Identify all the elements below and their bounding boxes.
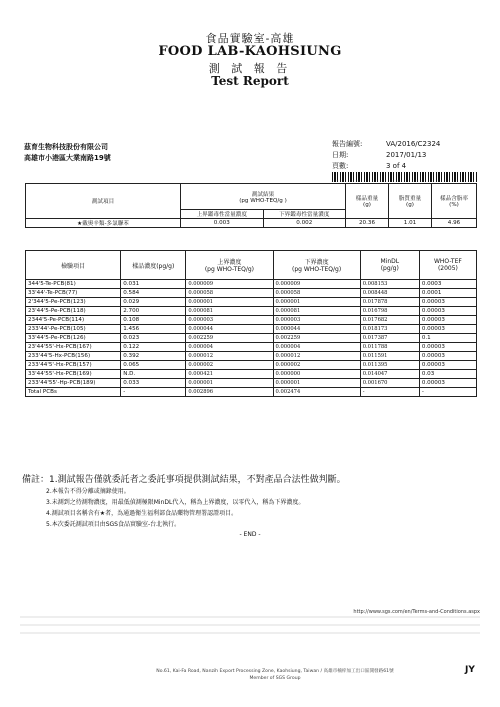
table-cell: -: [121, 388, 186, 397]
sample-weight-header: [346, 184, 389, 219]
table-row: [26, 316, 477, 325]
report-title-chinese: 測 試 報 告: [208, 62, 292, 75]
table-cell: 0.392: [121, 352, 186, 361]
summary-fat-content: 4.96: [432, 219, 477, 228]
fat-weight-header: [389, 184, 432, 219]
table-cell: N.D.: [121, 370, 186, 379]
table-cell: 233'44'5'-Hx-PCB(157): [26, 361, 121, 370]
table-cell: 0.000012: [273, 352, 360, 361]
note-2: 2.本報告不得分離或摘錄使用。: [46, 488, 130, 495]
table-row: [26, 361, 477, 370]
report-no: VA/2016/C2324: [386, 140, 441, 148]
table-cell: 0.1: [419, 334, 476, 343]
result-header-unit: (pg WHO-TEQ/g ): [239, 197, 287, 204]
table-cell: 0.000058: [186, 289, 273, 298]
table-cell: 0.008153: [360, 280, 419, 289]
detail-header-row: [26, 251, 477, 280]
table-cell: 0.00003: [419, 316, 476, 325]
report-meta: [332, 139, 440, 172]
table-cell: 233'44'55'-Hp-PCB(189): [26, 379, 121, 388]
summary-item-header: 測試項目: [26, 184, 181, 219]
table-cell: 344'5-Te-PCB(81): [26, 280, 121, 289]
table-cell: -: [419, 388, 476, 397]
summary-table: [25, 183, 477, 228]
table-row: [26, 343, 477, 352]
table-cell: 0.00003: [419, 343, 476, 352]
table-cell: 0.016798: [360, 307, 419, 316]
report-no-label: 報告編號:: [332, 140, 363, 148]
table-cell: 0.014047: [360, 370, 419, 379]
table-cell: 0.011395: [360, 361, 419, 370]
fat-content-unit: (%): [449, 202, 459, 208]
footer-address: No.61, Kai-Fa Road, Nanzih Export Processing Zone, Kaohsiung, Taiwan / 高雄市楠梓加工出口區開發路61號: [156, 669, 394, 674]
table-cell: 0.001670: [360, 379, 419, 388]
table-cell: 1.456: [121, 325, 186, 334]
table-cell: 0.000001: [273, 298, 360, 307]
detail-header-3: 下界濃度 (pg WHO-TEQ/g): [273, 251, 360, 280]
table-cell: 0.000081: [186, 307, 273, 316]
table-cell: 0.108: [121, 316, 186, 325]
summary-fat-weight: 1.01: [389, 219, 432, 228]
summary-sample-weight: 20.36: [346, 219, 389, 228]
table-cell: 0.000001: [186, 298, 273, 307]
table-cell: 0.000009: [273, 280, 360, 289]
table-cell: 0.008448: [360, 289, 419, 298]
detail-header-0: 檢驗項目: [26, 251, 121, 280]
table-cell: 0.002896: [186, 388, 273, 397]
terms-block: [20, 608, 480, 640]
terms-fine-print: [20, 616, 480, 640]
table-cell: 0.002259: [186, 334, 273, 343]
table-cell: 33'44'55'-Hx-PCB(169): [26, 370, 121, 379]
page-label: 頁數:: [332, 162, 349, 170]
table-cell: 0.00003: [419, 298, 476, 307]
note-1: 備註：1.測試報告僅就委託者之委託事項提供測試結果，不對產品合法性做判斷。: [22, 475, 346, 485]
table-cell: 0.017387: [360, 334, 419, 343]
sample-weight-label: 樣品重量: [355, 196, 379, 202]
note-4: 4.測試項目名稱含有★者，為通過衛生福利部食品藥物管理署認證項目。: [46, 510, 238, 517]
lower-bound-header: 下界鑑毒性當量濃度: [263, 210, 346, 219]
summary-item: ★戴奧辛類-多氯聯苯: [26, 219, 181, 228]
table-cell: 0.000044: [186, 325, 273, 334]
table-cell: 0.0003: [419, 280, 476, 289]
table-cell: 0.023: [121, 334, 186, 343]
report-title-english: Test Report: [211, 74, 289, 88]
table-row: [26, 370, 477, 379]
lab-name-english: FOOD LAB-KAOHSIUNG: [158, 44, 342, 59]
fat-content-label: 樣品含脂率: [440, 196, 468, 202]
table-cell: 0.000081: [273, 307, 360, 316]
signature-initials: JY: [465, 665, 475, 675]
table-row: [26, 334, 477, 343]
table-cell: 0.065: [121, 361, 186, 370]
table-cell: 233'44'5-Hx-PCB(156): [26, 352, 121, 361]
table-cell: 0.029: [121, 298, 186, 307]
summary-result-header: [181, 184, 346, 210]
table-row: [26, 298, 477, 307]
report-date: 2017/01/13: [386, 151, 427, 159]
table-cell: 0.00003: [419, 361, 476, 370]
table-cell: 0.018173: [360, 325, 419, 334]
date-label: 日期:: [332, 151, 349, 159]
table-cell: 0.00003: [419, 379, 476, 388]
table-cell: 0.000002: [273, 361, 360, 370]
table-row: [26, 289, 477, 298]
table-cell: 0.122: [121, 343, 186, 352]
table-row: [26, 352, 477, 361]
table-cell: 0.00003: [419, 307, 476, 316]
table-cell: 0.000012: [186, 352, 273, 361]
table-cell: 0.03: [419, 370, 476, 379]
table-cell: 0.000003: [186, 316, 273, 325]
client-block: [24, 142, 111, 164]
detail-header-5: WHO-TEF (2005): [419, 251, 476, 280]
table-cell: 0.002474: [273, 388, 360, 397]
fat-content-header: [432, 184, 477, 219]
upper-bound-header: 上界鑑毒性當量濃度: [181, 210, 264, 219]
table-cell: 23'44'5-Pe-PCB(118): [26, 307, 121, 316]
fat-weight-label: 脂質重量: [398, 196, 422, 202]
footer: [150, 668, 400, 682]
fat-weight-unit: (g): [406, 202, 414, 208]
client-name: 茲育生物科技股份有限公司: [24, 143, 108, 151]
table-cell: 0.00003: [419, 352, 476, 361]
table-cell: 233'44'-Pe-PCB(105): [26, 325, 121, 334]
summary-upper: 0.003: [181, 219, 264, 228]
footer-member: Member of SGS Group: [249, 676, 301, 681]
detail-header-4: MinDL (pg/g): [360, 251, 419, 280]
summary-lower: 0.002: [263, 219, 346, 228]
table-cell: 33'44'5-Pe-PCB(126): [26, 334, 121, 343]
table-cell: 0.011591: [360, 352, 419, 361]
table-cell: 0.584: [121, 289, 186, 298]
table-cell: 0.000058: [273, 289, 360, 298]
page-count: 3 of 4: [386, 162, 407, 170]
table-row: [26, 379, 477, 388]
table-cell: 0.017878: [360, 298, 419, 307]
notes-block: [22, 475, 346, 530]
table-cell: Total PCBs: [26, 388, 121, 397]
table-cell: 0.011788: [360, 343, 419, 352]
client-address: 高雄市小港區大業南路19號: [24, 154, 111, 162]
table-cell: 0.017682: [360, 316, 419, 325]
table-cell: 0.000421: [186, 370, 273, 379]
note-5: 5.本次委託測試項目由SGS食品實驗室-台北執行。: [46, 521, 181, 528]
table-cell: 0.000002: [186, 361, 273, 370]
detail-header-1: 樣品濃度(pg/g): [121, 251, 186, 280]
table-cell: 0.000004: [273, 343, 360, 352]
table-cell: -: [360, 388, 419, 397]
result-header-label: 測試結果: [251, 191, 275, 198]
table-cell: 0.000001: [273, 379, 360, 388]
table-cell: 0.000003: [273, 316, 360, 325]
table-row: [26, 280, 477, 289]
table-row: [26, 307, 477, 316]
table-row: [26, 388, 477, 397]
table-cell: 0.000004: [186, 343, 273, 352]
pcb-detail-table: [25, 250, 477, 397]
table-row: [26, 325, 477, 334]
end-mark: - END -: [239, 531, 261, 538]
table-cell: 2'344'5-Pe-PCB(123): [26, 298, 121, 307]
table-cell: 0.031: [121, 280, 186, 289]
table-cell: 0.033: [121, 379, 186, 388]
note-3: 3.未測到之待測物濃度，用最低偵測極限MinDL代入，稱為上界濃度，以零代入，稱為下界濃度。: [46, 499, 305, 506]
table-cell: 0.0001: [419, 289, 476, 298]
table-cell: 0.000001: [186, 379, 273, 388]
table-cell: 0.00003: [419, 325, 476, 334]
lab-name-chinese: 食品實驗室-高雄: [205, 32, 295, 45]
table-cell: 2344'5-Pe-PCB(114): [26, 316, 121, 325]
table-cell: 0.000000: [273, 370, 360, 379]
terms-link[interactable]: http://www.sgs.com/en/Terms-and-Conditions.aspx: [353, 609, 480, 615]
sample-weight-unit: (g): [363, 202, 371, 208]
table-cell: 2.700: [121, 307, 186, 316]
barcode: [332, 172, 478, 182]
detail-header-2: 上界濃度 (pg WHO-TEQ/g): [186, 251, 273, 280]
table-cell: 0.000009: [186, 280, 273, 289]
table-cell: 33'44'-Te-PCB(77): [26, 289, 121, 298]
table-cell: 0.002259: [273, 334, 360, 343]
table-cell: 0.000044: [273, 325, 360, 334]
table-cell: 23'44'55'-Hx-PCB(167): [26, 343, 121, 352]
